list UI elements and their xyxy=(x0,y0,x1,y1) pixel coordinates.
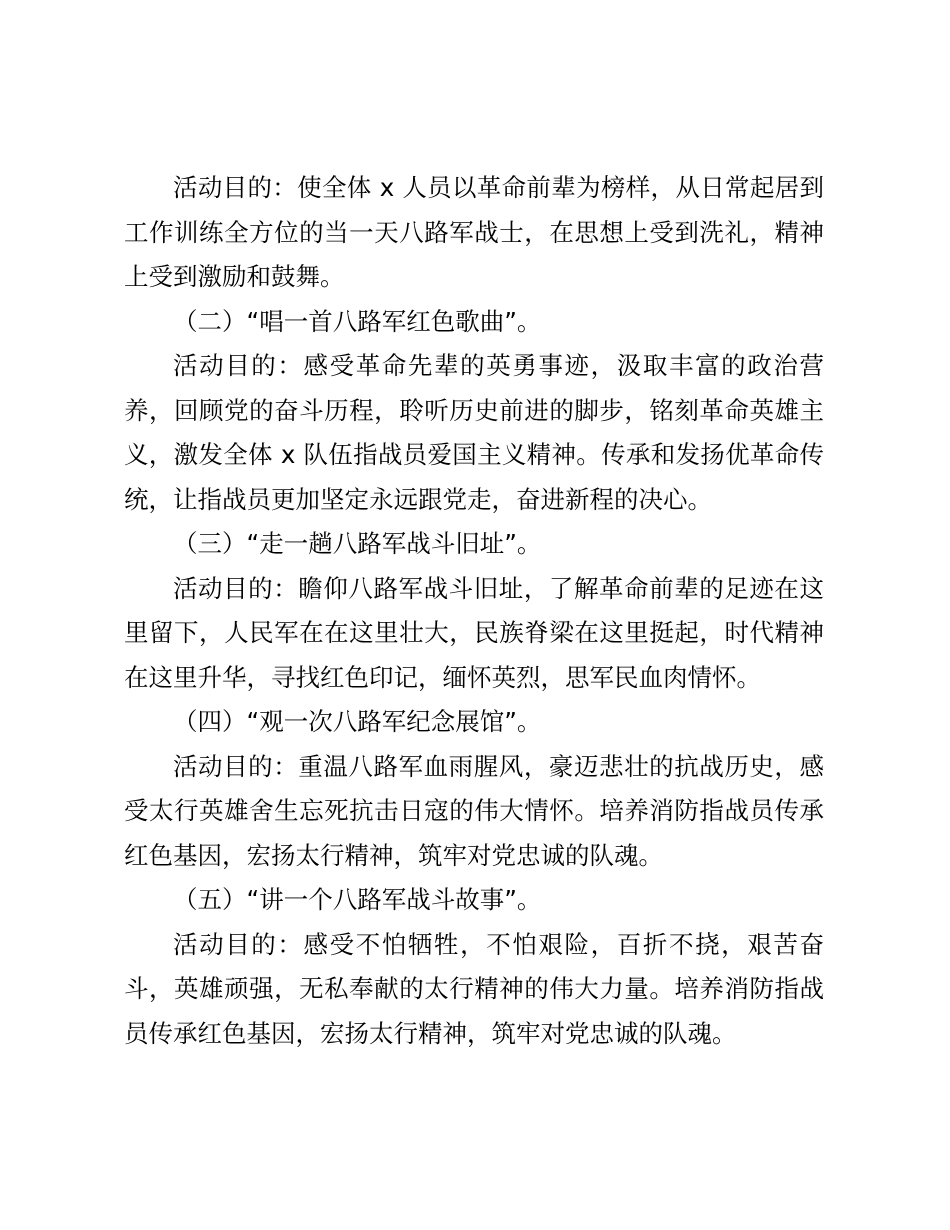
paragraph-activity-purpose-4: 活动目的：重温八路军血雨腥风，豪迈悲壮的抗战历史，感受太行英雄舍生忘死抗击日寇的伟大情怀。培养消防指战员传承红色基因，宏扬太行精神，筑牢对党忠诚的队魂。 xyxy=(124,751,824,870)
section-heading-3: （三）“走一趟八路军战斗旧址”。 xyxy=(173,529,542,558)
paragraph-activity-purpose-1: 活动目的：使全体 x 人员以革命前辈为榜样，从日常起居到工作训练全方位的当一天八路军战士，在思想上受到洗礼，精神上受到激励和鼓舞。 xyxy=(124,173,824,291)
document-page xyxy=(124,166,824,1056)
paragraph-activity-purpose-2: 活动目的：感受革命先辈的英勇事迹，汲取丰富的政治营养，回顾党的奋斗历程，聆听历史前进的脚步，铭刻革命英雄主义，激发全体 x 队伍指战员爱国主义精神。传承和发扬优革命传统，让指战员更加坚定永远跟党走，奋进新程的决心。 xyxy=(124,351,824,514)
paragraph-activity-purpose-5: 活动目的：感受不怕牺牲，不怕艰险，百折不挠，艰苦奋斗，英雄顽强，无私奉献的太行精神的伟大力量。培养消防指战员传承红色基因，宏扬太行精神，筑牢对党忠诚的队魂。 xyxy=(124,929,824,1048)
section-heading-2: （二）“唱一首八路军红色歌曲”。 xyxy=(173,306,542,336)
section-heading-5: （五）“讲一个八路军战斗故事”。 xyxy=(173,885,542,914)
section-heading-4: （四）“观一次八路军纪念展馆”。 xyxy=(173,707,542,736)
paragraph-activity-purpose-3: 活动目的：瞻仰八路军战斗旧址，了解革命前辈的足迹在这里留下，人民军在在这里壮大，民族脊梁在这里挺起，时代精神在这里升华，寻找红色印记，缅怀英烈，思军民血肉情怀。 xyxy=(124,573,824,692)
